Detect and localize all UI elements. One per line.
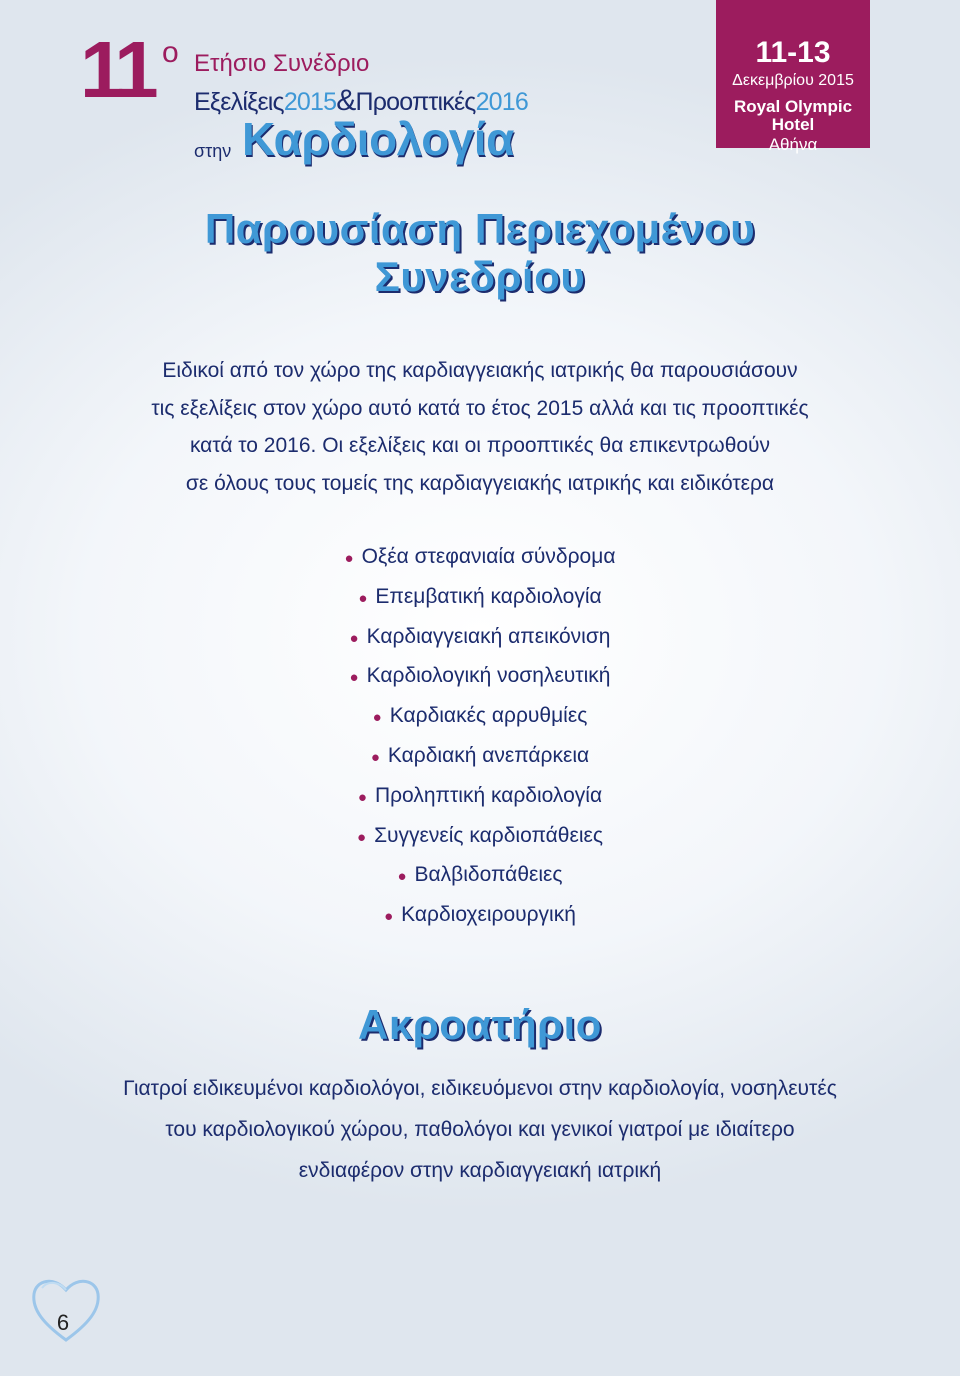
audience-line: ενδιαφέρον στην καρδιαγγειακή ιατρική [298,1159,662,1182]
subtitle-developments: Εξελίξεις [194,88,284,116]
subtitle-year-2016: 2016 [475,88,528,116]
list-item: ● Καρδιακή ανεπάρκεια [370,743,590,767]
bullet-icon: ● [357,828,367,846]
conference-header [0,0,960,165]
bullet-icon: ● [397,868,407,886]
date-month: Δεκεμβρίου 2015 [732,72,854,89]
page-title-line1: Παρουσίαση Περιεχομένου [204,205,756,252]
bullet-icon: ● [357,788,367,806]
heart-icon [26,1268,106,1348]
page-number: 6 [56,1310,70,1335]
venue-name: Royal Olympic Hotel [733,96,853,135]
intro-line: σε όλους τους τομείς της καρδιαγγειακής ιατρικής και ειδικότερα [185,471,775,495]
subtitle-year-2015: 2015 [283,88,337,116]
bullet-icon: ● [344,550,354,567]
topics-list [0,538,960,936]
subtitle-ampersand: & [336,84,356,117]
list-item: ● Επεμβατική καρδιολογία [358,584,602,608]
list-item: ● Προληπτική καρδιολογία [357,783,603,807]
list-item: ● Βαλβιδοπάθειες [397,863,563,887]
edition-superscript: ο [162,36,179,69]
list-item: ● Οξέα στεφανιαία σύνδρομα [344,545,616,568]
list-item: ● Καρδιοχειρουργική [384,903,576,927]
conference-preposition: στην [194,141,232,161]
venue-city: Αθήνα [768,134,818,154]
bullet-icon: ● [370,748,380,766]
intro-line: τις εξελίξεις στον χώρο αυτό κατά το έτος 2015 αλλά και τις προοπτικές [151,396,809,420]
bullet-icon: ● [384,908,394,926]
conference-edition-number: 11 [80,25,153,114]
audience-paragraph [60,1068,900,1191]
page-title-line2: Συνεδρίου [374,253,586,300]
list-item: ● Συγγενείς καρδιοπάθειες [357,823,603,847]
intro-line: Ειδικοί από τον χώρο της καρδιαγγειακής ιατρικής θα παρουσιάσουν [162,359,798,382]
bullet-icon: ● [349,669,359,687]
bullet-icon: ● [372,709,382,727]
list-item: ● Καρδιολογική νοσηλευτική [349,664,611,688]
intro-line: κατά το 2016. Οι εξελίξεις και οι προοπτικές θα επικεντρωθούν [189,434,771,457]
conference-type: Ετήσιο Συνέδριο [194,50,370,77]
date-venue-box [716,0,870,154]
conference-subtitle [194,86,528,116]
conference-field: Καρδιολογία [242,113,514,165]
bullet-icon: ● [358,589,368,607]
list-item: ● Καρδιακές αρρυθμίες [372,704,588,728]
subtitle-prospects: Προοπτικές [355,88,476,116]
bullet-icon: ● [349,629,359,647]
intro-paragraph [90,352,870,502]
date-days: 11-13 [755,36,831,69]
audience-line: Γιατροί ειδικευμένοι καρδιολόγοι, ειδικευόμενοι στην καρδιολογία, νοσηλευτές [123,1077,837,1100]
audience-title: Ακροατήριο [358,1001,602,1048]
audience-line: του καρδιολογικού χώρου, παθολόγοι και γενικοί γιατροί με ιδιαίτερο [165,1118,795,1141]
list-item: ● Καρδιαγγειακή απεικόνιση [349,624,611,648]
